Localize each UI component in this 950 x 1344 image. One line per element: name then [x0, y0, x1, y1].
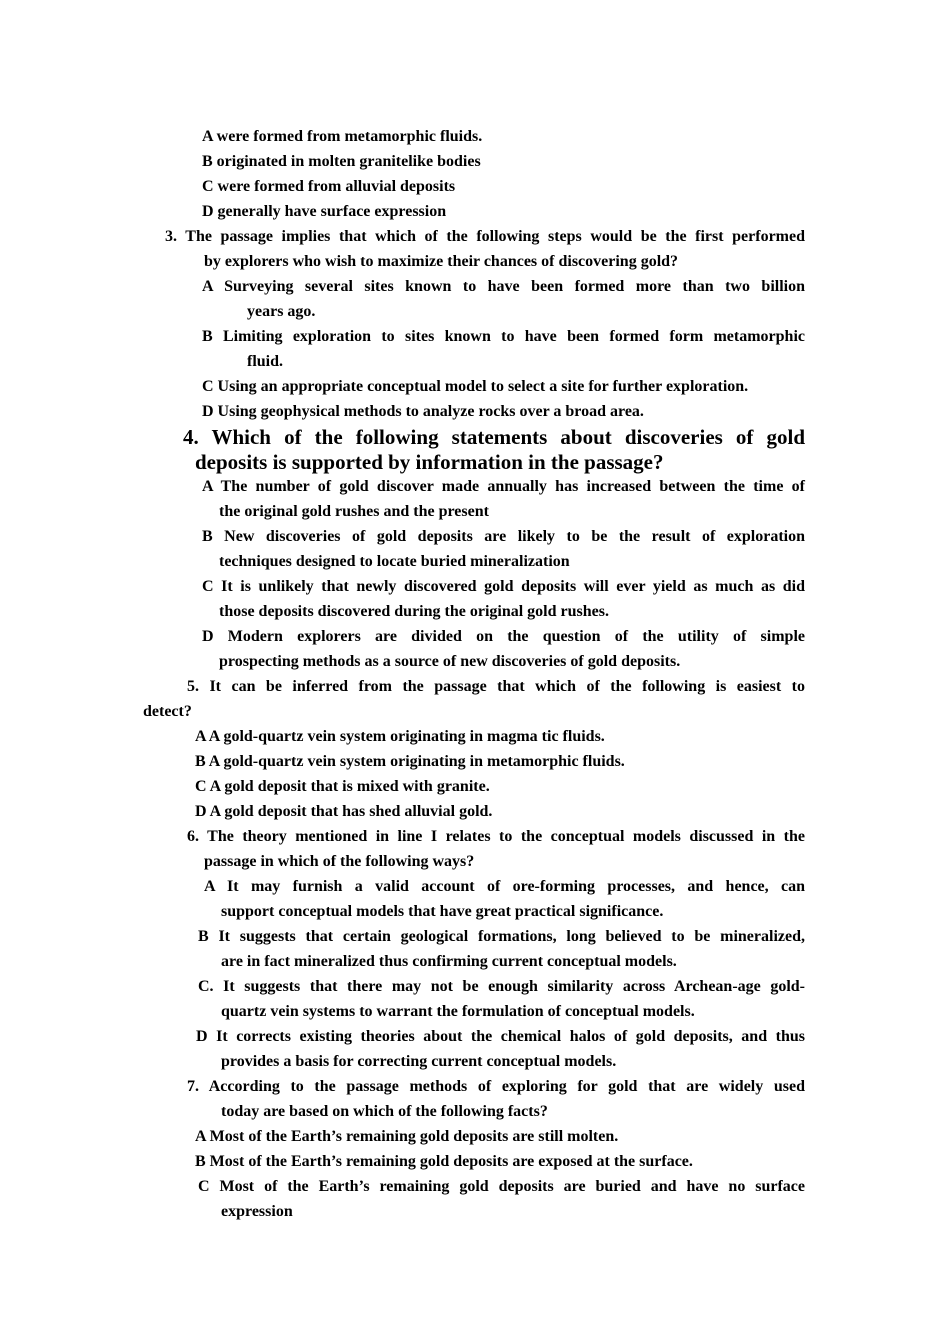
q7-option-a: A Most of the Earth’s remaining gold deposits are still molten. [195, 1128, 619, 1145]
q2-option-a: A were formed from metamorphic fluids. [202, 128, 483, 145]
q4-option-d-line1: D Modern explorers are divided on the question of the utility of simple [202, 628, 805, 645]
q5-option-b: B A gold-quartz vein system originating in metamorphic fluids. [195, 753, 625, 770]
q6-option-a-line1: A It may furnish a valid account of ore-forming processes, and hence, can [204, 878, 805, 895]
q4-option-c-line2: those deposits discovered during the original gold rushes. [219, 603, 609, 620]
q6-option-d-line1: D It corrects existing theories about the chemical halos of gold deposits, and thus [196, 1028, 805, 1045]
q3-stem-line2: by explorers who wish to maximize their chances of discovering gold? [204, 253, 679, 270]
q3-option-a-line2: years ago. [247, 303, 316, 320]
q4-option-d-line2: prospecting methods as a source of new discoveries of gold deposits. [219, 653, 681, 670]
q4-stem-line1: 4. Which of the following statements about discoveries of gold [183, 425, 805, 449]
q7-option-c-line1: C Most of the Earth’s remaining gold deposits are buried and have no surface [198, 1178, 805, 1195]
q3-option-b-line2: fluid. [247, 353, 284, 370]
q6-option-c-line1: C. It suggests that there may not be enough similarity across Archean-age gold- [198, 978, 805, 995]
q4-option-b-line2: techniques designed to locate buried mineralization [219, 553, 570, 570]
q4-option-c-line1: C It is unlikely that newly discovered gold deposits will ever yield as much as did [202, 578, 805, 595]
q5-option-a: A A gold-quartz vein system originating in magma tic fluids. [195, 728, 605, 745]
q3-option-c: C Using an appropriate conceptual model to select a site for further exploration. [202, 378, 749, 395]
q6-stem-line2: passage in which of the following ways? [204, 853, 475, 870]
q6-option-a-line2: support conceptual models that have great practical significance. [221, 903, 664, 920]
q7-option-b: B Most of the Earth’s remaining gold deposits are exposed at the surface. [195, 1153, 693, 1170]
q6-option-c-line2: quartz vein systems to warrant the formulation of conceptual models. [221, 1003, 695, 1020]
q3-option-d: D Using geophysical methods to analyze rocks over a broad area. [202, 403, 644, 420]
q4-stem-line2: deposits is supported by information in the passage? [195, 450, 664, 474]
q6-option-b-line1: B It suggests that certain geological formations, long believed to be mineralized, [198, 928, 805, 945]
q5-option-d: D A gold deposit that has shed alluvial gold. [195, 803, 493, 820]
q6-stem-line1: 6. The theory mentioned in line I relates to the conceptual models discussed in the [187, 828, 805, 845]
q7-stem-line1: 7. According to the passage methods of exploring for gold that are widely used [187, 1078, 805, 1095]
q7-option-c-line2: expression [221, 1203, 293, 1220]
q6-option-d-line2: provides a basis for correcting current conceptual models. [221, 1053, 617, 1070]
q3-stem-line1: 3. The passage implies that which of the following steps would be the first performed [165, 228, 805, 245]
q4-option-a-line2: the original gold rushes and the present [219, 503, 489, 520]
q2-option-b: B originated in molten granitelike bodies [202, 153, 481, 170]
q6-option-b-line2: are in fact mineralized thus confirming current conceptual models. [221, 953, 677, 970]
q4-option-b-line1: B New discoveries of gold deposits are likely to be the result of exploration [202, 528, 805, 545]
q3-option-a-line1: A Surveying several sites known to have been formed more than two billion [202, 278, 805, 295]
q5-stem-line2: detect? [143, 703, 192, 720]
q7-stem-line2: today are based on which of the following facts? [221, 1103, 548, 1120]
q3-option-b-line1: B Limiting exploration to sites known to have been formed form metamorphic [202, 328, 805, 345]
q4-option-a-line1: A The number of gold discover made annually has increased between the time of [202, 478, 805, 495]
q2-option-c: C were formed from alluvial deposits [202, 178, 456, 195]
q5-stem-line1: 5. It can be inferred from the passage that which of the following is easiest to [187, 678, 805, 695]
q2-option-d: D generally have surface expression [202, 203, 447, 220]
q5-option-c: C A gold deposit that is mixed with granite. [195, 778, 490, 795]
